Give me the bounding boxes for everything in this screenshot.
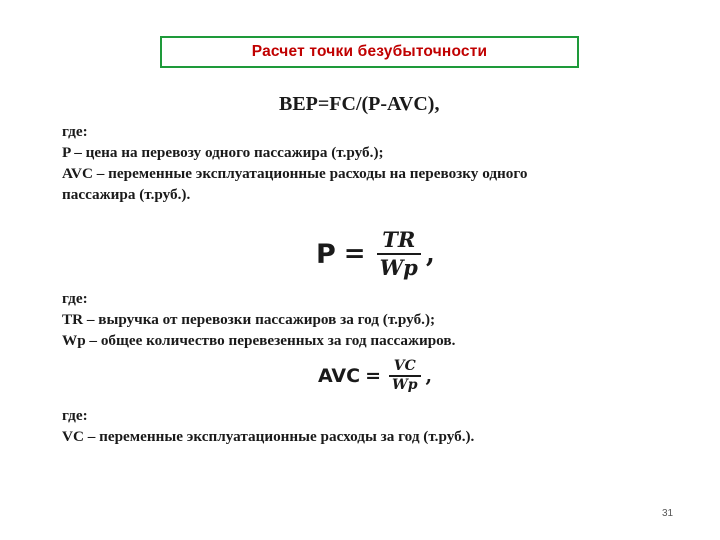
formula-equals: = [343,239,366,269]
definition-line: пассажира (т.руб.). [62,186,191,203]
formula-numerator: TR [382,227,416,252]
formula-fraction [389,358,421,394]
definition-line: где: [62,123,88,140]
definition-line: TR – выручка от перевозки пассажиров за год (т.руб.); [62,311,436,328]
formula-comma: , [425,365,433,387]
definitions-block-3 [62,405,702,447]
definition-line: Wp – общее количество перевезенных за год пассажиров. [62,332,456,349]
definition-line: AVC – переменные эксплуатационные расходы на перевозку одного [62,165,528,182]
formula-equals: = [365,365,381,387]
formula-numerator: VC [393,358,416,374]
formula-denominator: Wp [392,377,418,393]
title-box [160,36,579,68]
definitions-block-1 [62,121,702,205]
definition-line: VC – переменные эксплуатационные расходы за год (т.руб.). [62,428,475,445]
formula-comma: , [425,239,435,269]
definition-line: P – цена на перевозу одного пассажира (т.руб.); [62,144,384,161]
formula-lhs: P [316,238,336,270]
formula-lhs: AVC [318,365,361,387]
avc-formula [318,358,432,394]
definitions-block-2 [62,288,702,351]
formula-denominator: Wp [379,255,418,280]
definition-line: где: [62,290,88,307]
formula-fraction [377,227,421,281]
price-formula [316,227,435,281]
bep-formula: BEP=FC/(P-AVC), [279,93,440,115]
page-number: 31 [662,508,674,519]
definition-line: где: [62,407,88,424]
slide-title: Расчет точки безубыточности [251,43,488,60]
